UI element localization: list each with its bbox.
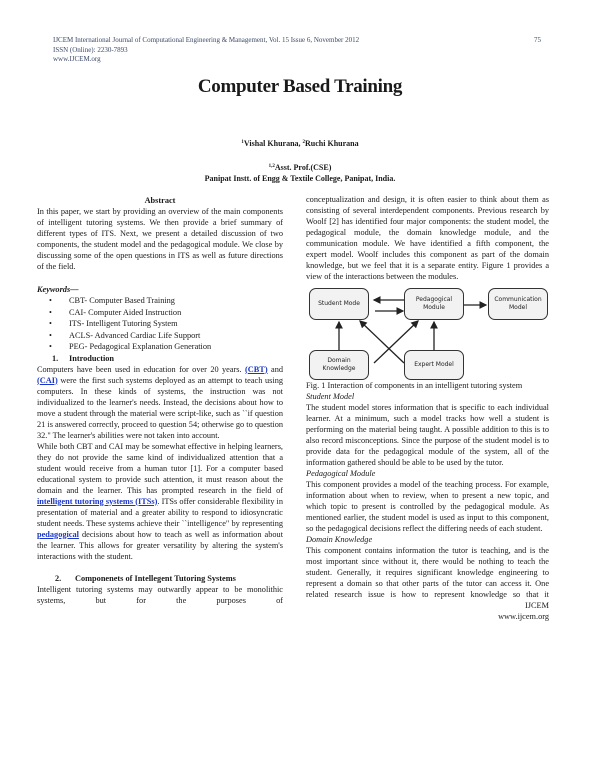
abstract-text: In this paper, we start by providing an overview of the main components of intelligent tutoring systems. We then provide a brief summary of different types of ITS. Next, we present a detailed discussion of two components, the student model and the pedagogical module. We close by discussing some of the open questions in ITS as well as future directions of the field. <box>37 207 283 271</box>
text: and <box>267 364 283 374</box>
intro-paragraph-1 <box>37 364 283 441</box>
keyword-item: • CAI- Computer Aided Instruction <box>69 307 283 319</box>
box-expert-model: Expert Model <box>404 350 464 380</box>
keyword-item: • ITS- Intelligent Tutoring System <box>69 318 283 330</box>
text: were the first such systems deployed as an attempt to teach using computers. In these kinds of systems, the instruction was not individualized to the learner's needs. Instead, the decisions about how to move a student through the material were script-like, such as ``if question 21 is answered correctly, proceed to question 54; otherwise go to question 32." The learner's abilities were not taken into account. <box>37 375 283 440</box>
link-pedagogical[interactable]: pedagogical <box>37 529 79 539</box>
section1-heading <box>37 353 283 364</box>
section2-paragraph: Intelligent tutoring systems may outwardly appear to be monolithic systems, but for the purposes of <box>37 584 283 605</box>
left-column <box>37 195 283 606</box>
box-communication-model: Communication Model <box>488 288 548 320</box>
text: . ITSs offer considerable flexibility in presentation of material and a greater ability to respond to idiosyncratic student needs. These systems achieve their ``intelligence" by representing <box>37 496 283 528</box>
author2-sup: 2 <box>302 140 306 145</box>
footer-website: www.ijcem.org <box>498 612 549 621</box>
student-model-text: The student model stores information that is specific to each individual learner. At a minimum, such a model tracks how well a student is performing on the material being taught. A possible addition to this is to also record misconceptions. Since the purpose of the student model is to provide data for the pedagogical module of the system, all of the information gathered should be able to be used by the tutor. <box>306 403 549 467</box>
author1-sup: 1 <box>241 140 244 145</box>
section2-paragraph-cont: conceptualization and design, it is often easier to think about them as consisting of several interdependent components. Previous research by Woolf [2] has identified four major components: the student model, the pedagogical module, the domain knowledge module, and the communication module. We have identified a fifth component, the expert model. Woolf includes this component as part of the domain knowledge, but we feel that it is a separate entity. Figure 1 provides a view of the interactions between the modules. <box>306 195 549 281</box>
text: decisions about how to teach as well as information about the learner. This allows for greater versatility by altering the system's interactions with the student. <box>37 529 283 561</box>
pedagogical-module-heading: Pedagogical Module <box>306 469 376 478</box>
footer <box>306 600 549 622</box>
author1-name: Vishal Khurana, <box>243 139 303 148</box>
domain-knowledge-text: This component contains information the tutor is teaching, and is the most important since without it, there would be nothing to teach the student. Generally, it requires significant knowledge engineering to represent a domain so that other parts of the tutor can access it. One related research issue is how to represent knowledge so that it <box>306 546 549 599</box>
domain-knowledge-heading: Domain Knowledge <box>306 535 373 544</box>
student-model-heading: Student Model <box>306 392 355 401</box>
box-domain-knowledge: Domain Knowledge <box>309 350 369 380</box>
keyword-item: • PEG- Pedagogical Explanation Generation <box>69 341 283 353</box>
section2-number: 2. <box>55 573 62 583</box>
link-cbt[interactable]: (CBT) <box>245 364 268 374</box>
link-its[interactable]: intelligent tutoring systems (ITSs) <box>37 496 158 506</box>
affiliation <box>0 161 600 184</box>
intro-paragraph-2 <box>37 441 283 562</box>
footer-brand: IJCEM <box>525 601 549 610</box>
text: Computers have been used in education for over 20 years. <box>37 364 246 374</box>
section2-heading <box>37 573 283 584</box>
affil-institution: Panipat Instt. of Engg & Textile College, Panipat, India. <box>204 174 396 183</box>
journal-website: www.IJCEM.org <box>53 55 101 63</box>
section2-title: Componenets of Intellegent Tutoring Systems <box>75 573 236 583</box>
authors <box>0 139 600 148</box>
box-pedagogical-module: Pedagogical Module <box>404 288 464 320</box>
issn-line: ISSN (Online): 2230-7893 <box>53 45 128 54</box>
affil-role: Asst. Prof.(CSE) <box>274 163 332 172</box>
journal-line: IJCEM International Journal of Computational Engineering & Management, Vol. 15 Issue 6, November 2012 <box>53 36 360 44</box>
paper-title: Computer Based Training <box>197 76 403 97</box>
right-column <box>306 194 549 622</box>
abstract-heading: Abstract <box>144 196 176 205</box>
keyword-item: • ACLS- Advanced Cardiac Life Support <box>69 330 283 342</box>
page-number: 75 <box>534 36 541 44</box>
figure-1-diagram <box>306 285 549 380</box>
link-cai[interactable]: (CAI) <box>37 375 58 385</box>
running-header <box>53 36 359 65</box>
affil-sup: 1,2 <box>268 164 275 169</box>
figure-1-caption: Fig. 1 Interaction of components in an intelligent tutoring system <box>306 381 523 390</box>
keywords-list <box>37 295 283 353</box>
pedagogical-module-text: This component provides a model of the teaching process. For example, information about when to review, when to present a new topic, and which topic to present is controlled by the pedagogical module. As mentioned earlier, the student model is used as input to this component, so the pedagogical decisions reflect the differing needs of each student. <box>306 480 549 533</box>
author2-name: Ruchi Khurana <box>305 139 359 148</box>
box-student-model: Student Mode <box>309 288 369 320</box>
text: While both CBT and CAI may be somewhat effective in helping learners, they do not provide the same kind of individualized attention that a student would receive from a human tutor [1]. For a computer based educational system to provide such attention, it must reason about the domain and the learner. This has prompted research in the field of <box>37 441 283 495</box>
section1-title: Introduction <box>69 353 115 363</box>
keyword-item: • CBT- Computer Based Training <box>69 295 283 307</box>
section1-number: 1. <box>52 353 59 363</box>
keywords-heading: Keywords— <box>37 285 79 294</box>
